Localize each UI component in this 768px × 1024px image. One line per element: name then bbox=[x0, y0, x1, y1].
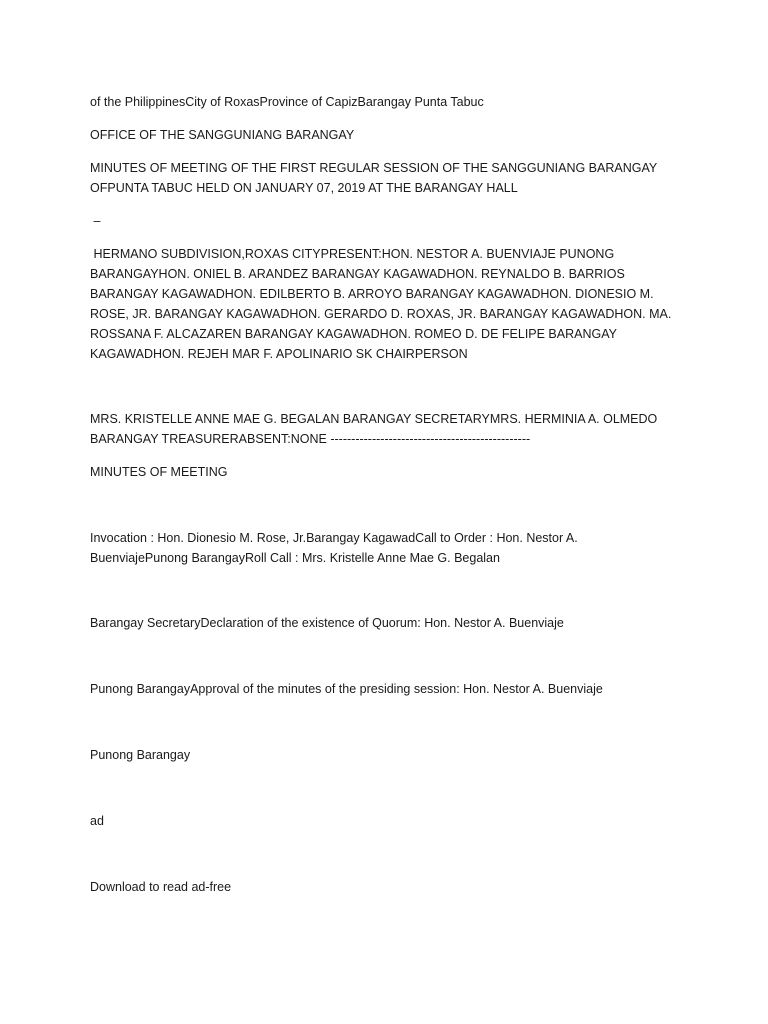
download-ad-free-text[interactable]: Download to read ad-free bbox=[90, 880, 232, 894]
present-attendees: HERMANO SUBDIVISION,ROXAS CITYPRESENT:HON. NESTOR A. BUENVIAJE PUNONG BARANGAYHON. ONIEL B. ARANDEZ BARANGAY KAGAWADHON. REYNALDO B. BARRIOS BARANGAY KAGAWADHON. EDILBERTO B. ARROYO BARANGAY KAGAWADHON. DIONESIO M. ROSE, JR. BARANGAY KAGAWADHON. GERARDO D. ROXAS, JR. BARANGAY KAGAWADHON. MA. ROSSANA F. ALCAZAREN BARANGAY KAGAWADHON. ROMEO D. DE FELIPE BARANGAY KAGAWADHON. REJEH MAR F. APOLINARIO SK CHAIRPERSON bbox=[90, 247, 675, 361]
punong-barangay-line: Punong Barangay bbox=[90, 748, 191, 762]
invocation-call-roll: Invocation : Hon. Dionesio M. Rose, Jr.Barangay KagawadCall to Order : Hon. Nestor A. BuenviajePunong BarangayRoll Call : Mrs. Kristelle Anne Mae G. Begalan bbox=[90, 531, 578, 565]
header-line: of the PhilippinesCity of RoxasProvince of CapizBarangay Punta Tabuc bbox=[90, 95, 484, 109]
minutes-title: MINUTES OF MEETING OF THE FIRST REGULAR SESSION OF THE SANGGUNIANG BARANGAY OFPUNTA TABUC HELD ON JANUARY 07, 2019 AT THE BARANGAY HALL bbox=[90, 161, 657, 195]
minutes-heading: MINUTES OF MEETING bbox=[90, 465, 228, 479]
quorum-declaration: Barangay SecretaryDeclaration of the existence of Quorum: Hon. Nestor A. Buenviaje bbox=[90, 616, 564, 630]
secretary-treasurer-absent: MRS. KRISTELLE ANNE MAE G. BEGALAN BARANGAY SECRETARYMRS. HERMINIA A. OLMEDO BARANGAY TREASURERABSENT:NONE ------------------------------------------------ bbox=[90, 412, 658, 446]
approval-of-minutes: Punong BarangayApproval of the minutes of the presiding session: Hon. Nestor A. Buenviaje bbox=[90, 682, 603, 696]
dash-separator: – bbox=[90, 214, 101, 228]
ad-label: ad bbox=[90, 814, 104, 828]
office-heading: OFFICE OF THE SANGGUNIANG BARANGAY bbox=[90, 128, 355, 142]
